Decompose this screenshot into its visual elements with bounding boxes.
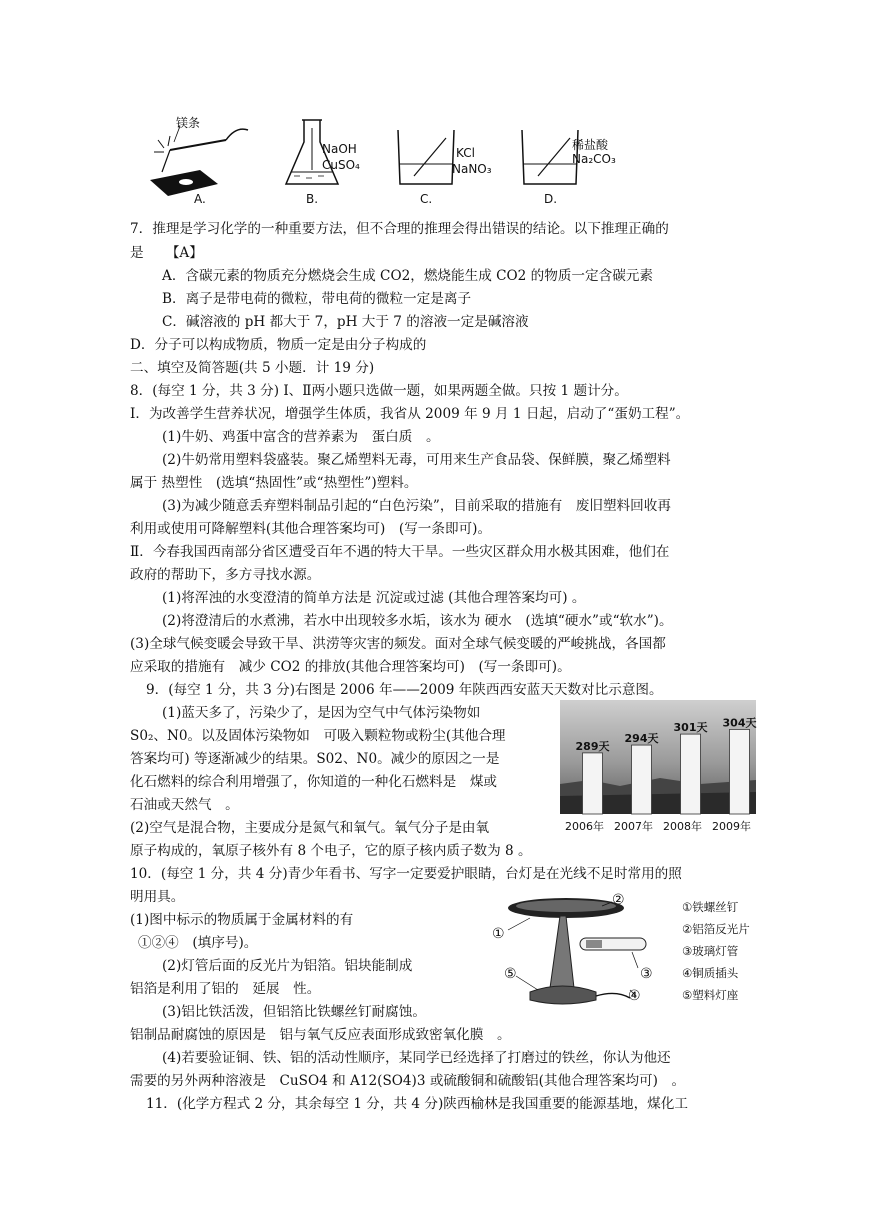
q8-part2-q2: (2)将澄清后的水煮沸，若水中出现较多水垢，该水为 硬水 (选填“硬水”或“软水”)。 [162,613,673,629]
q10-q3-cont: 铝制品耐腐蚀的原因是 铝与氧气反应表面形成致密氧化膜 。 [130,1027,511,1043]
q7-option-a: A．含碳元素的物质充分燃烧会生成 CO2，燃烧能生成 CO2 的物质一定含碳元素 [162,268,653,284]
q9-q1-cont3: 化石燃料的综合利用增强了，你知道的一种化石燃料是 煤或 [130,774,498,790]
q7-answer: 是 【A】 [130,245,203,261]
bar-2006年 [583,753,603,814]
bar-value-label: 294天 [624,732,659,746]
q8-part1-q1: (1)牛奶、鸡蛋中富含的营养素为 蛋白质 。 [162,429,440,445]
q10-q1-cont: ①②④ (填序号)。 [138,935,258,951]
q9-q1-cont1: S0₂、N0。以及固体污染物如 可吸入颗粒物或粉尘(其他合理 [130,728,506,744]
figure-c-chem2: NaNO₃ [452,162,492,176]
x-tick-label: 2007年 [614,820,653,833]
q9-stem: 9．(每空 1 分，共 3 分)右图是 2006 年——2009 年陕西西安蓝天天数对比示意图。 [146,682,663,698]
bar-2009年 [730,729,750,814]
figure-c-beaker [396,128,456,188]
figure-b-label: B. [306,192,319,206]
x-tick-label: 2008年 [663,820,702,833]
figure-a-label: A. [194,192,206,206]
lamp-legend-item: ⑤塑料灯座 [682,988,739,1002]
lamp-callout-4: ④ [628,988,641,1004]
section-2-heading: 二、填空及简答题(共 5 小题．计 19 分) [130,360,375,376]
q9-q2-cont: 原子构成的，氧原子核外有 8 个电子，它的原子核内质子数为 8 。 [130,843,532,859]
q10-q2-cont: 铝箔是利用了铝的 延展 性。 [130,981,321,997]
q8-part1-q3-cont: 利用或使用可降解塑料(其他合理答案均可) (写一条即可)。 [130,521,492,537]
lamp-legend [682,896,750,1006]
lamp-callout-1: ① [492,926,505,942]
q8-part2-q1: (1)将浑浊的水变澄清的简单方法是 沉淀或过滤 (其他合理答案均可) 。 [162,590,586,606]
q10-q3: (3)铝比铁活泼，但铝箔比铁螺丝钉耐腐蚀。 [162,1004,426,1020]
q7-stem: 7．推理是学习化学的一种重要方法，但不合理的推理会得出错误的结论。以下推理正确的 [130,221,669,237]
q9-q2: (2)空气是混合物，主要成分是氮气和氧气。氧气分子是由氧 [130,820,490,836]
bar-value-label: 301天 [673,721,708,735]
q8-part1-intro: Ⅰ．为改善学生营养状况，增强学生体质，我省从 2009 年 9 月 1 日起，启动了“蛋奶工程”。 [130,406,690,422]
q9-q1-cont2: 答案均可) 等逐渐减少的结果。S02、N0。减少的原因之一是 [130,751,500,767]
q7-option-d: D．分子可以构成物质，物质一定是由分子构成的 [130,337,427,353]
lamp-legend-item: ②铝箔反光片 [682,922,750,936]
figure-d-chem2: Na₂CO₃ [572,152,616,166]
bar-2008年 [681,734,701,814]
lamp-callout-2: ② [612,892,625,908]
lamp-legend-item: ①铁螺丝钉 [682,900,739,914]
lamp-legend-item: ④铜质插头 [682,966,739,980]
q10-stem-cont: 明用具。 [130,889,185,905]
q10-q2: (2)灯管后面的反光片为铝箔。铝块能制成 [162,958,413,974]
q8-part1-q3: (3)为减少随意丢弃塑料制品引起的“白色污染”，目前采取的措施有 废旧塑料回收再 [162,498,671,514]
bar-value-label: 304天 [722,716,757,730]
q9-q1-cont4: 石油或天然气 。 [130,797,239,813]
figure-c-label: C. [420,192,433,206]
figure-d-chem1: 稀盐酸 [572,138,609,152]
q9-q1: (1)蓝天多了，污染少了，是因为空气中气体污染物如 [162,705,481,721]
q10-q4: (4)若要验证铜、铁、铝的活动性顺序，某同学已经选择了打磨过的铁丝，你认为他还 [162,1050,671,1066]
lamp-callout-3: ③ [640,966,653,982]
q8-part2-q3-cont: 应采取的措施有 减少 CO2 的排放(其他合理答案均可) (写一条即可)。 [130,659,571,675]
q8-stem: 8．(每空 1 分，共 3 分) Ⅰ、Ⅱ两小题只选做一题，如果两题全做。只按 1 题计分。 [130,383,628,399]
x-tick-label: 2006年 [565,820,604,833]
figure-d-label: D. [544,192,558,206]
figure-c-chem1: KCl [456,146,475,160]
q7-option-b: B．离子是带电荷的微粒，带电荷的微粒一定是离子 [162,291,472,307]
q8-part1-q2-cont: 属于 热塑性 (选填“热固性”或“热塑性”)塑料。 [130,475,418,491]
q8-part2-q3: (3)全球气候变暖会导致干旱、洪涝等灾害的频发。面对全球气候变暖的严峻挑战，各国都 [130,636,666,652]
q10-q1: (1)图中标示的物质属于金属材料的有 [130,912,354,928]
lamp-callout-5: ⑤ [504,966,517,982]
q11-stem: 11．(化学方程式 2 分，其余每空 1 分，共 4 分)陕西榆林是我国重要的能源基地，煤化工 [146,1096,688,1112]
bar-value-label: 289天 [575,739,610,753]
q7-option-c: C．碱溶液的 pH 都大于 7，pH 大于 7 的溶液一定是碱溶液 [162,314,529,330]
figure-a-tag: 镁条 [176,116,201,130]
q8-part2-intro-cont: 政府的帮助下，多方寻找水源。 [130,567,321,583]
blue-sky-days-chart [560,700,756,836]
q8-part1-q2: (2)牛奶常用塑料袋盛装。聚乙烯塑料无毒，可用来生产食品袋、保鲜膜，聚乙烯塑料 [162,452,671,468]
q8-part2-intro: Ⅱ．今春我国西南部分省区遭受百年不遇的特大干旱。一些灾区群众用水极其困难，他们在 [130,544,670,560]
lamp-legend-item: ③玻璃灯管 [682,944,739,958]
figure-d-beaker [520,128,580,188]
figure-b-chem2: CuSO₄ [322,158,360,172]
q10-q4-cont: 需要的另外两种溶液是 CuSO4 和 A12(SO4)3 或硫酸铜和硫酸铝(其他合理答案均可) 。 [130,1073,686,1089]
bar-2007年 [632,745,652,814]
figure-b-chem1: NaOH [322,142,357,156]
q10-stem: 10．(每空 1 分，共 4 分)青少年看书、写字一定要爱护眼睛，台灯是在光线不足时常用的照 [130,866,682,882]
x-tick-label: 2009年 [712,820,751,833]
